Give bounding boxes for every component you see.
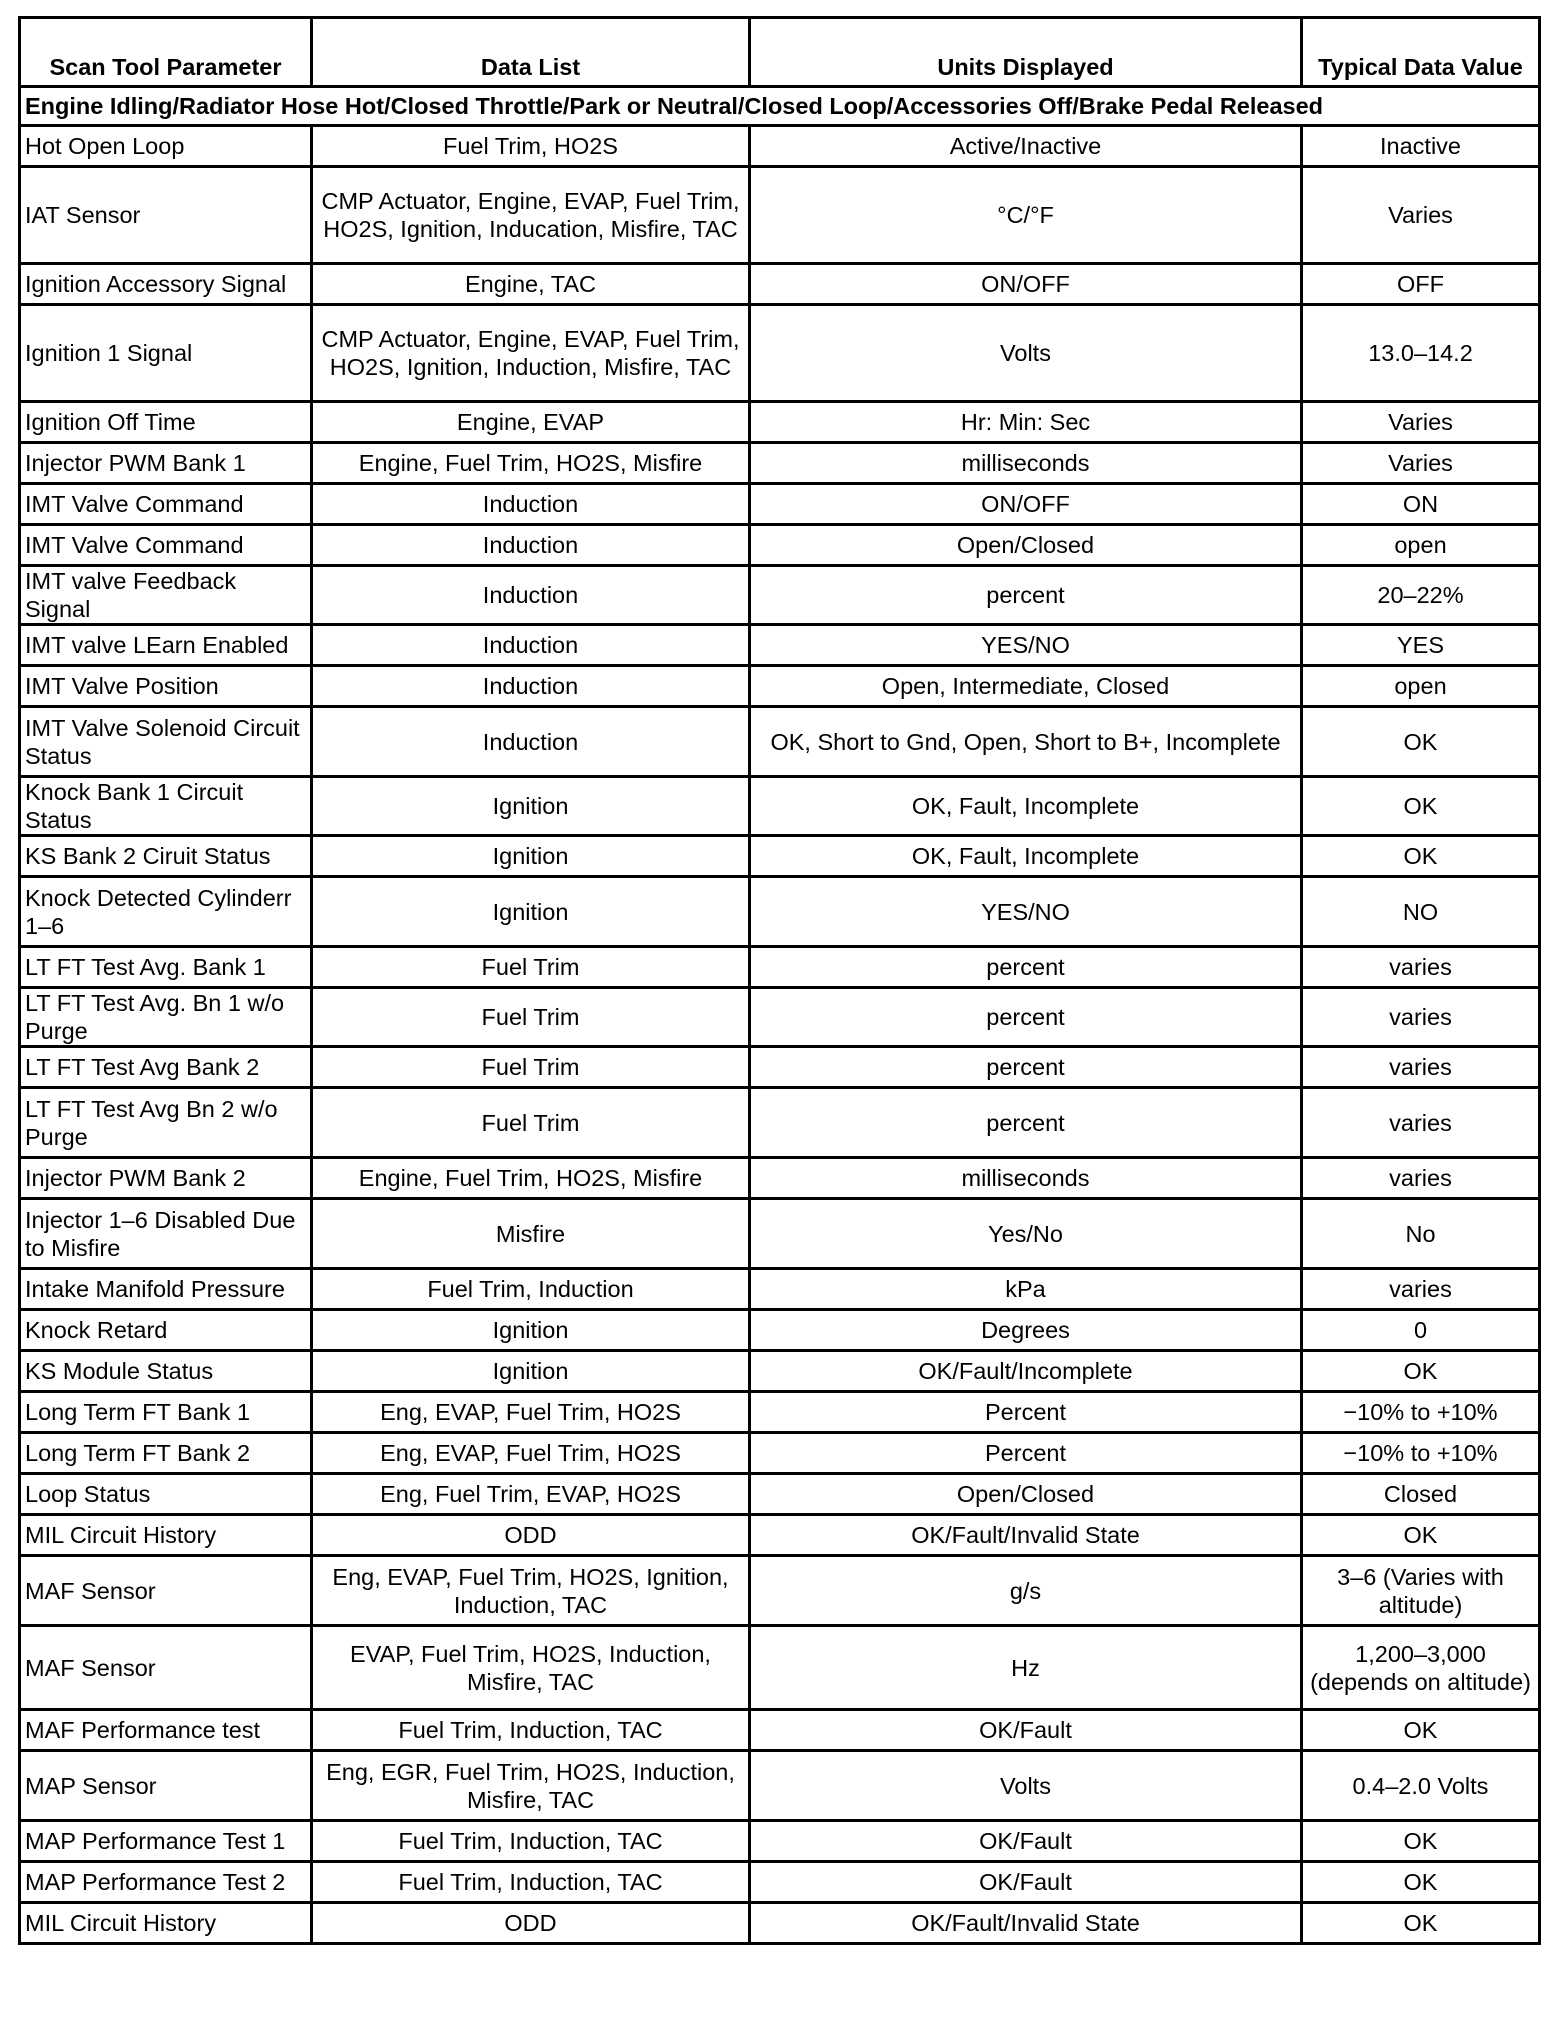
cell-typical-data-value: OK [1302, 1351, 1540, 1392]
cell-scan-tool-parameter: Loop Status [20, 1474, 312, 1515]
cell-typical-data-value: YES [1302, 625, 1540, 666]
cell-data-list: Engine, TAC [312, 264, 750, 305]
cell-data-list: Misfire [312, 1199, 750, 1269]
table-row [20, 484, 1540, 525]
cell-data-list: Engine, Fuel Trim, HO2S, Misfire [312, 1158, 750, 1199]
cell-units-displayed: Percent [750, 1392, 1302, 1433]
cell-units-displayed: Open/Closed [750, 525, 1302, 566]
cell-units-displayed: ON/OFF [750, 484, 1302, 525]
condition-row [20, 87, 1540, 126]
cell-typical-data-value: varies [1302, 988, 1540, 1047]
cell-scan-tool-parameter: IMT valve LEarn Enabled [20, 625, 312, 666]
header-units-displayed: Units Displayed [750, 18, 1302, 87]
cell-units-displayed: Degrees [750, 1310, 1302, 1351]
table-row [20, 264, 1540, 305]
cell-typical-data-value: OK [1302, 777, 1540, 836]
cell-units-displayed: milliseconds [750, 443, 1302, 484]
table-row [20, 1310, 1540, 1351]
cell-typical-data-value: Closed [1302, 1474, 1540, 1515]
table-row [20, 1474, 1540, 1515]
table-row [20, 1392, 1540, 1433]
cell-scan-tool-parameter: MIL Circuit History [20, 1515, 312, 1556]
cell-scan-tool-parameter: KS Bank 2 Ciruit Status [20, 836, 312, 877]
table-row [20, 402, 1540, 443]
cell-data-list: Induction [312, 525, 750, 566]
table-row [20, 877, 1540, 947]
cell-typical-data-value: varies [1302, 1269, 1540, 1310]
cell-units-displayed: Percent [750, 1433, 1302, 1474]
cell-data-list: Fuel Trim, HO2S [312, 126, 750, 167]
cell-typical-data-value: OK [1302, 1903, 1540, 1944]
cell-units-displayed: percent [750, 566, 1302, 625]
cell-data-list: ODD [312, 1515, 750, 1556]
cell-scan-tool-parameter: MAF Sensor [20, 1556, 312, 1626]
cell-typical-data-value: OK [1302, 1710, 1540, 1751]
table-row [20, 443, 1540, 484]
cell-typical-data-value: −10% to +10% [1302, 1392, 1540, 1433]
header-typical-data-value: Typical Data Value [1302, 18, 1540, 87]
cell-scan-tool-parameter: Intake Manifold Pressure [20, 1269, 312, 1310]
table-row [20, 625, 1540, 666]
cell-data-list: Ignition [312, 877, 750, 947]
cell-scan-tool-parameter: LT FT Test Avg. Bank 1 [20, 947, 312, 988]
cell-typical-data-value: varies [1302, 1047, 1540, 1088]
table-row [20, 1433, 1540, 1474]
cell-units-displayed: °C/°F [750, 167, 1302, 264]
cell-scan-tool-parameter: Ignition 1 Signal [20, 305, 312, 402]
cell-units-displayed: OK/Fault [750, 1710, 1302, 1751]
cell-data-list: Induction [312, 484, 750, 525]
cell-scan-tool-parameter: LT FT Test Avg. Bn 1 w/o Purge [20, 988, 312, 1047]
table-row [20, 525, 1540, 566]
table-row [20, 1710, 1540, 1751]
cell-units-displayed: OK/Fault/Invalid State [750, 1903, 1302, 1944]
cell-typical-data-value: 3–6 (Varies with altitude) [1302, 1556, 1540, 1626]
cell-scan-tool-parameter: Ignition Accessory Signal [20, 264, 312, 305]
cell-scan-tool-parameter: LT FT Test Avg Bank 2 [20, 1047, 312, 1088]
cell-typical-data-value: Varies [1302, 443, 1540, 484]
cell-scan-tool-parameter: Knock Detected Cylinderr 1–6 [20, 877, 312, 947]
cell-data-list: ODD [312, 1903, 750, 1944]
table-row [20, 836, 1540, 877]
cell-data-list: Eng, EVAP, Fuel Trim, HO2S, Ignition, Induction, TAC [312, 1556, 750, 1626]
cell-scan-tool-parameter: MAF Performance test [20, 1710, 312, 1751]
cell-typical-data-value: 0.4–2.0 Volts [1302, 1751, 1540, 1821]
cell-typical-data-value: open [1302, 666, 1540, 707]
table-row [20, 566, 1540, 625]
cell-units-displayed: YES/NO [750, 877, 1302, 947]
cell-units-displayed: OK/Fault/Incomplete [750, 1351, 1302, 1392]
cell-units-displayed: OK/Fault/Invalid State [750, 1515, 1302, 1556]
cell-data-list: Induction [312, 625, 750, 666]
cell-data-list: Eng, EVAP, Fuel Trim, HO2S [312, 1392, 750, 1433]
cell-units-displayed: Yes/No [750, 1199, 1302, 1269]
cell-typical-data-value: OK [1302, 1515, 1540, 1556]
cell-units-displayed: percent [750, 947, 1302, 988]
cell-typical-data-value: OK [1302, 1821, 1540, 1862]
cell-data-list: Fuel Trim, Induction, TAC [312, 1821, 750, 1862]
cell-scan-tool-parameter: Ignition Off Time [20, 402, 312, 443]
table-row [20, 1269, 1540, 1310]
header-data-list: Data List [312, 18, 750, 87]
cell-scan-tool-parameter: Hot Open Loop [20, 126, 312, 167]
cell-units-displayed: Open/Closed [750, 1474, 1302, 1515]
cell-scan-tool-parameter: Injector PWM Bank 2 [20, 1158, 312, 1199]
cell-typical-data-value: No [1302, 1199, 1540, 1269]
cell-data-list: Ignition [312, 1351, 750, 1392]
cell-scan-tool-parameter: Injector PWM Bank 1 [20, 443, 312, 484]
cell-typical-data-value: ON [1302, 484, 1540, 525]
table-row [20, 1821, 1540, 1862]
condition-text: Engine Idling/Radiator Hose Hot/Closed Throttle/Park or Neutral/Closed Loop/Accessories Off/Brake Pedal Released [20, 87, 1540, 126]
cell-units-displayed: milliseconds [750, 1158, 1302, 1199]
cell-scan-tool-parameter: IMT Valve Command [20, 484, 312, 525]
cell-typical-data-value: OK [1302, 1862, 1540, 1903]
cell-data-list: Fuel Trim, Induction [312, 1269, 750, 1310]
table-row [20, 947, 1540, 988]
cell-scan-tool-parameter: MIL Circuit History [20, 1903, 312, 1944]
cell-units-displayed: OK/Fault [750, 1821, 1302, 1862]
cell-typical-data-value: −10% to +10% [1302, 1433, 1540, 1474]
header-row [20, 18, 1540, 87]
table-row [20, 1515, 1540, 1556]
cell-data-list: Fuel Trim [312, 988, 750, 1047]
cell-typical-data-value: Inactive [1302, 126, 1540, 167]
cell-scan-tool-parameter: LT FT Test Avg Bn 2 w/o Purge [20, 1088, 312, 1158]
table-row [20, 1351, 1540, 1392]
cell-units-displayed: Hr: Min: Sec [750, 402, 1302, 443]
table-row [20, 1047, 1540, 1088]
table-row [20, 1158, 1540, 1199]
cell-scan-tool-parameter: Long Term FT Bank 1 [20, 1392, 312, 1433]
table-row [20, 707, 1540, 777]
cell-typical-data-value: varies [1302, 1088, 1540, 1158]
cell-units-displayed: percent [750, 988, 1302, 1047]
scan-tool-data-table [18, 16, 1541, 1945]
table-row [20, 1751, 1540, 1821]
cell-typical-data-value: NO [1302, 877, 1540, 947]
cell-data-list: Induction [312, 666, 750, 707]
cell-typical-data-value: 20–22% [1302, 566, 1540, 625]
cell-typical-data-value: varies [1302, 1158, 1540, 1199]
cell-data-list: Fuel Trim, Induction, TAC [312, 1862, 750, 1903]
cell-scan-tool-parameter: MAF Sensor [20, 1626, 312, 1710]
cell-typical-data-value: 13.0–14.2 [1302, 305, 1540, 402]
cell-typical-data-value: 0 [1302, 1310, 1540, 1351]
cell-units-displayed: kPa [750, 1269, 1302, 1310]
cell-scan-tool-parameter: IMT Valve Position [20, 666, 312, 707]
cell-data-list: Eng, Fuel Trim, EVAP, HO2S [312, 1474, 750, 1515]
cell-scan-tool-parameter: MAP Performance Test 1 [20, 1821, 312, 1862]
cell-units-displayed: Active/Inactive [750, 126, 1302, 167]
cell-data-list: EVAP, Fuel Trim, HO2S, Induction, Misfire, TAC [312, 1626, 750, 1710]
cell-data-list: CMP Actuator, Engine, EVAP, Fuel Trim, HO2S, Ignition, Inducation, Misfire, TAC [312, 167, 750, 264]
table-row [20, 1556, 1540, 1626]
cell-units-displayed: percent [750, 1047, 1302, 1088]
cell-scan-tool-parameter: Knock Bank 1 Circuit Status [20, 777, 312, 836]
cell-scan-tool-parameter: MAP Sensor [20, 1751, 312, 1821]
cell-units-displayed: YES/NO [750, 625, 1302, 666]
cell-units-displayed: g/s [750, 1556, 1302, 1626]
table-row [20, 1088, 1540, 1158]
cell-scan-tool-parameter: Injector 1–6 Disabled Due to Misfire [20, 1199, 312, 1269]
cell-typical-data-value: varies [1302, 947, 1540, 988]
table-row [20, 777, 1540, 836]
cell-data-list: Fuel Trim [312, 947, 750, 988]
cell-units-displayed: percent [750, 1088, 1302, 1158]
cell-data-list: Induction [312, 707, 750, 777]
table-row [20, 126, 1540, 167]
table-row [20, 1862, 1540, 1903]
table-row [20, 305, 1540, 402]
cell-scan-tool-parameter: IMT valve Feedback Signal [20, 566, 312, 625]
cell-data-list: Ignition [312, 1310, 750, 1351]
cell-typical-data-value: OK [1302, 836, 1540, 877]
cell-scan-tool-parameter: MAP Performance Test 2 [20, 1862, 312, 1903]
cell-data-list: CMP Actuator, Engine, EVAP, Fuel Trim, HO2S, Ignition, Induction, Misfire, TAC [312, 305, 750, 402]
cell-data-list: Engine, Fuel Trim, HO2S, Misfire [312, 443, 750, 484]
cell-typical-data-value: Varies [1302, 167, 1540, 264]
table-row [20, 1199, 1540, 1269]
cell-units-displayed: Open, Intermediate, Closed [750, 666, 1302, 707]
cell-scan-tool-parameter: IAT Sensor [20, 167, 312, 264]
cell-units-displayed: OK, Fault, Incomplete [750, 777, 1302, 836]
cell-units-displayed: ON/OFF [750, 264, 1302, 305]
table-row [20, 1626, 1540, 1710]
cell-typical-data-value: Varies [1302, 402, 1540, 443]
cell-typical-data-value: OK [1302, 707, 1540, 777]
header-scan-tool-parameter: Scan Tool Parameter [20, 18, 312, 87]
cell-units-displayed: Volts [750, 305, 1302, 402]
cell-scan-tool-parameter: KS Module Status [20, 1351, 312, 1392]
cell-data-list: Fuel Trim [312, 1047, 750, 1088]
cell-units-displayed: Volts [750, 1751, 1302, 1821]
table-row [20, 167, 1540, 264]
cell-units-displayed: OK, Fault, Incomplete [750, 836, 1302, 877]
cell-typical-data-value: OFF [1302, 264, 1540, 305]
cell-data-list: Ignition [312, 836, 750, 877]
cell-units-displayed: Hz [750, 1626, 1302, 1710]
cell-scan-tool-parameter: IMT Valve Command [20, 525, 312, 566]
cell-data-list: Induction [312, 566, 750, 625]
cell-typical-data-value: open [1302, 525, 1540, 566]
cell-scan-tool-parameter: IMT Valve Solenoid Circuit Status [20, 707, 312, 777]
cell-data-list: Fuel Trim [312, 1088, 750, 1158]
cell-scan-tool-parameter: Long Term FT Bank 2 [20, 1433, 312, 1474]
table-row [20, 666, 1540, 707]
cell-data-list: Eng, EVAP, Fuel Trim, HO2S [312, 1433, 750, 1474]
cell-typical-data-value: 1,200–3,000 (depends on altitude) [1302, 1626, 1540, 1710]
table-row [20, 988, 1540, 1047]
cell-data-list: Eng, EGR, Fuel Trim, HO2S, Induction, Misfire, TAC [312, 1751, 750, 1821]
cell-units-displayed: OK/Fault [750, 1862, 1302, 1903]
cell-data-list: Ignition [312, 777, 750, 836]
cell-data-list: Fuel Trim, Induction, TAC [312, 1710, 750, 1751]
table-row [20, 1903, 1540, 1944]
cell-scan-tool-parameter: Knock Retard [20, 1310, 312, 1351]
cell-units-displayed: OK, Short to Gnd, Open, Short to B+, Incomplete [750, 707, 1302, 777]
cell-data-list: Engine, EVAP [312, 402, 750, 443]
